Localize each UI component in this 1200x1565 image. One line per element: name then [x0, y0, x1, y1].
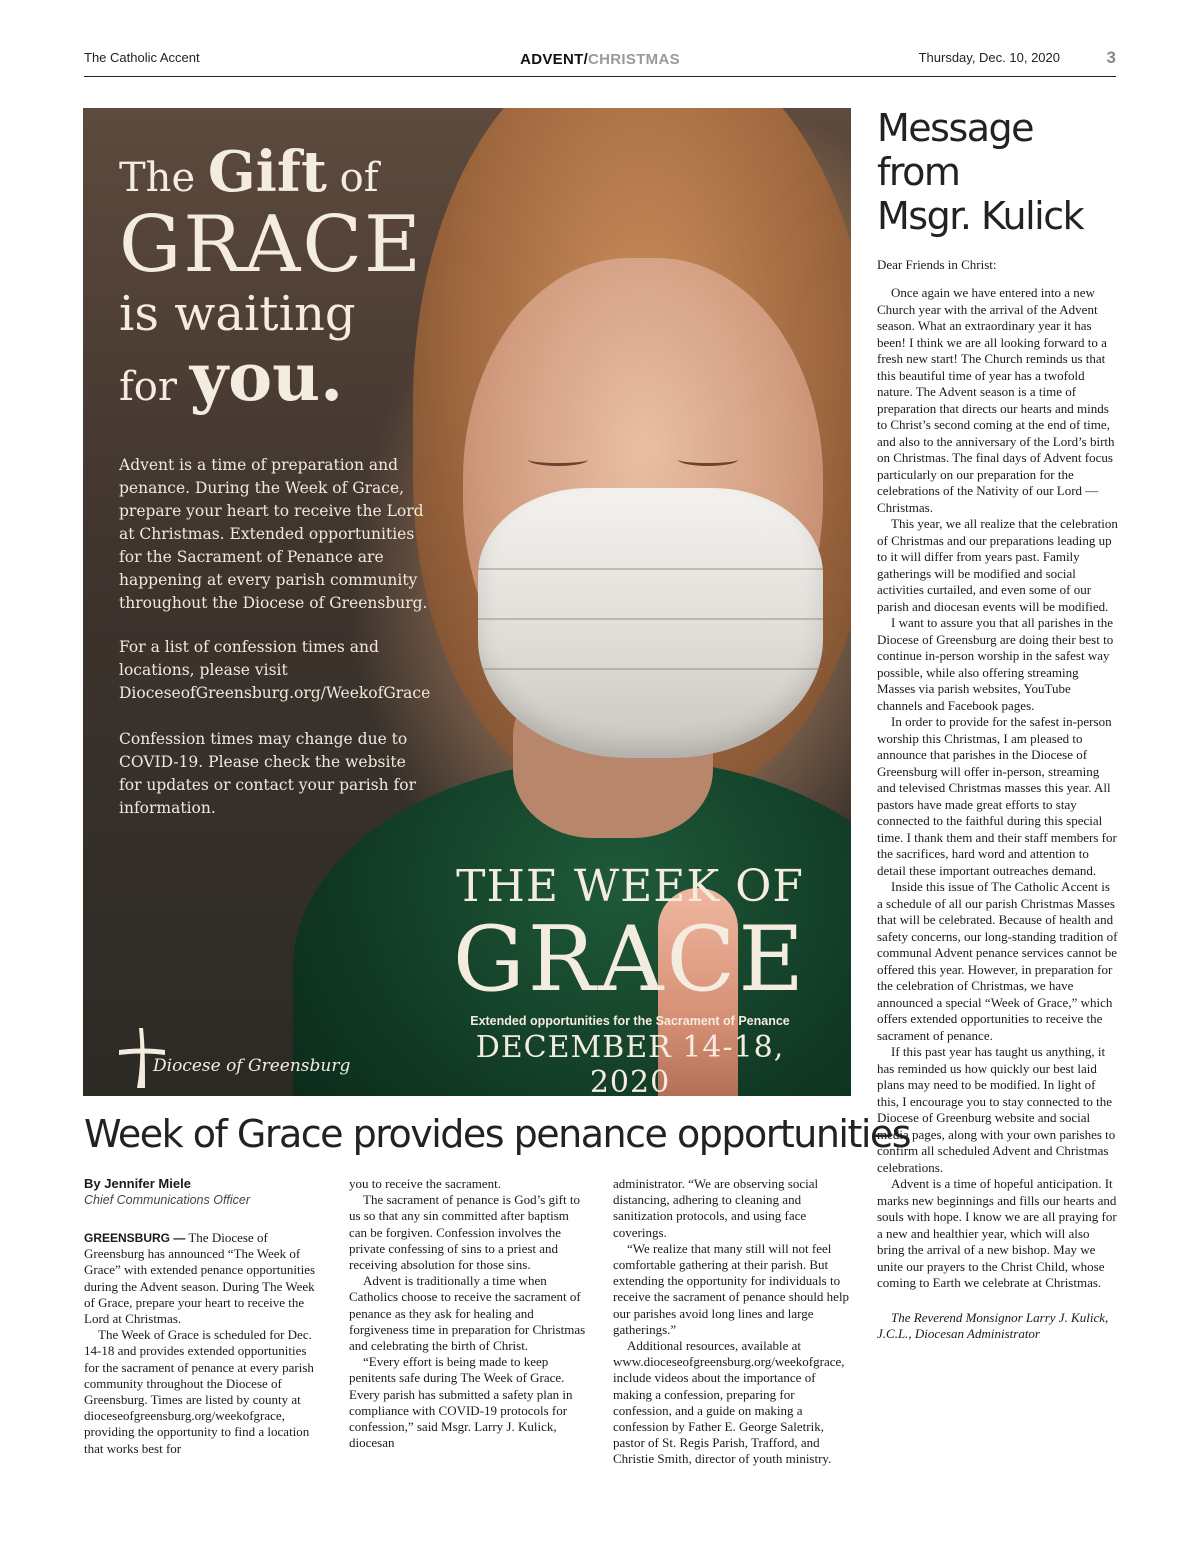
- grace-label: GRACE: [452, 907, 808, 1012]
- article-lead-paragraph: GREENSBURG — The Diocese of Greensburg has announced “The Week of Grace” with extended penance opportunities during the Advent season. During The Week of Grace, prepare your heart to receive the Lord at Christmas.: [84, 1230, 316, 1327]
- page-number: 3: [1106, 48, 1116, 67]
- week-of-grace-title: [435, 862, 825, 1096]
- ad-headline: [119, 139, 423, 416]
- article-column-3: [613, 1176, 853, 1468]
- section-title-advent: ADVENT/: [520, 51, 589, 68]
- photo-eye-left: [528, 453, 588, 466]
- week-of-grace-ad: [83, 108, 851, 1096]
- sidebar-title-line1: Message from: [877, 106, 1034, 194]
- article-paragraph: The Week of Grace is scheduled for Dec. 14-18 and provides extended opportunities for the sacrament of penance at every parish community throughout the Diocese of Greensburg. Times are listed by county at dioceseofgreensburg.org/weekofgrace, providing the opportunity to find a location that works best for: [84, 1327, 314, 1456]
- article-paragraph: Additional resources, available at www.dioceseofgreensburg.org/weekofgrace, include videos about the importance of making a confession, preparing for confession, and a guide on making a confession by Father E. George Saletrik, pastor of St. Regis Parish, Trafford, and Christie Smith, director of youth ministry.: [613, 1338, 845, 1467]
- header-rule: [84, 76, 1116, 77]
- week-of-label: THE WEEK OF: [456, 861, 804, 912]
- ad-headline-line1: The Gift of: [119, 139, 379, 205]
- message-sidebar: [877, 106, 1118, 1343]
- ad-paragraph-covid: Confession times may change due to COVID-19. Please check the website for updates or contact your parish for information.: [119, 730, 417, 817]
- sidebar-paragraph: Once again we have entered into a new Church year with the arrival of the Advent season. What an extraordinary year it has been! I think we are all looking forward to a fresh new start! The Church reminds us that this beautiful time of year has a twofold nature. The Advent season is a time of preparation that directs our hearts and minds to Christ’s second coming at the end of time, and also to the anniversary of the Lord’s birth on Christmas. The final days of Advent focus particularly on our preparation for the celebrations of the Nativity of our Lord — Christmas.: [877, 285, 1115, 515]
- sidebar-body: [877, 285, 1118, 1292]
- article-paragraph: administrator. “We are observing social distancing, adhering to cleaning and sanitization protocols, and using face coverings.: [613, 1176, 819, 1240]
- article-dateline: GREENSBURG —: [84, 1231, 186, 1245]
- mask-fold: [478, 668, 823, 670]
- sidebar-paragraph: If this past year has taught us anything, it has reminded us how quickly our best laid plans may need to be modified. In light of this, I encourage you to stay connected to the Diocese of Greenburg website and social media pages, along with your own parishes to confirm all scheduled Advent and Christmas celebrations.: [877, 1044, 1116, 1175]
- article-column-2: [349, 1176, 589, 1451]
- article-paragraph: “We realize that many still will not feel comfortable gathering at their parish. But extending the opportunity for individuals to receive the sacrament of penance should help our parishes avoid long lines and large gatherings.”: [613, 1240, 850, 1337]
- section-title-christmas: CHRISTMAS: [588, 51, 680, 68]
- article-headline: Week of Grace provides penance opportunities: [84, 1112, 911, 1156]
- ad-dates: DECEMBER 14-18, 2020: [475, 1030, 785, 1096]
- sidebar-paragraph: This year, we all realize that the celebration of Christmas and our preparations leading up to it will differ from years past. Family gatherings will be modified and social activities curtailed, and even some of our parish and diocesan events will be modified.: [877, 516, 1118, 614]
- ad-headline-line4: for you.: [119, 338, 344, 416]
- photo-face-mask: [478, 488, 823, 758]
- article-paragraph: The sacrament of penance is God’s gift to us so that any sin committed after baptism can be forgiven. Confession involves the private confessing of sins to a priest and receiving absolution for those sins.: [349, 1192, 580, 1273]
- ad-headline-line3: is waiting: [119, 286, 356, 342]
- article-paragraph: “Every effort is being made to keep penitents safe during The Week of Grace. Every parish has submitted a safety plan in compliance with COVID-19 protocols for confession,” said Msgr. Larry J. Kulick, diocesan: [349, 1354, 573, 1451]
- sidebar-paragraph: Advent is a time of hopeful anticipation. It marks new beginnings and fills our hearts and souls with hope. I know we are all praying for a new and healthier year, which will also bring the arrival of a new bishop. May we unite our prayers to the Christ Child, whose coming to Earth we celebrate at Christmas.: [877, 1176, 1117, 1290]
- article-paragraph: you to receive the sacrament.: [349, 1176, 501, 1191]
- mask-fold: [478, 618, 823, 620]
- ad-headline-grace: GRACE: [119, 200, 423, 290]
- ad-paragraph-confession-times: For a list of confession times and locations, please visit DioceseofGreensburg.org/WeekofGrace: [119, 638, 431, 702]
- sidebar-title: [877, 106, 1118, 238]
- page-header: [84, 48, 1116, 76]
- article-paragraph: Advent is traditionally a time when Catholics choose to receive the sacrament of penance as they ask for healing and forgiveness time in preparation for Christmas and celebrating the birth of Christ.: [349, 1273, 586, 1354]
- sidebar-signature: The Reverend Monsignor Larry J. Kulick, J.C.L., Diocesan Administrator: [877, 1309, 1109, 1341]
- sidebar-title-line2: Msgr. Kulick: [877, 194, 1084, 238]
- sidebar-paragraph: Inside this issue of The Catholic Accent is a schedule of all our parish Christmas Masses that will be celebrated. Because of health and safety concerns, our long-standing tradition of communal Advent penance services cannot be offered this year. However, in preparation for the celebration of Christmas, we have announced a special “Week of Grace,” which offers extended opportunities to receive the sacrament of penance.: [877, 879, 1118, 1043]
- sidebar-paragraph: I want to assure you that all parishes in the Diocese of Greensburg are doing their best to continue in-person worship in the safest way possible, while also offering streaming Masses via parish websites, YouTube channels and Facebook pages.: [877, 615, 1114, 713]
- photo-eye-right: [678, 453, 738, 466]
- sidebar-paragraph: In order to provide for the safest in-person worship this Christmas, I am pleased to announce that parishes in the Diocese of Greensburg will offer in-person, streaming and televised Christmas masses this year. All pastors have made great efforts to stay connected to the faithful during this special time. I thank them and their staff members for the sacrifices, hard word and attention to detail these important outreaches demand.: [877, 714, 1117, 878]
- ad-paragraph-advent: Advent is a time of preparation and penance. During the Week of Grace, prepare your heart to receive the Lord at Christmas. Extended opportunities for the Sacrament of Penance are happening at every parish community throughout the Diocese of Greensburg.: [119, 456, 428, 612]
- article-byline-title: Chief Communications Officer: [84, 1193, 251, 1207]
- diocese-logo-name: Diocese of Greensburg: [153, 1056, 351, 1076]
- article-column-1: [84, 1176, 324, 1457]
- issue-date: Thursday, Dec. 10, 2020: [918, 50, 1060, 65]
- article-byline: By Jennifer Miele: [84, 1176, 191, 1191]
- ad-tagline: Extended opportunities for the Sacrament of Penance: [470, 1014, 790, 1028]
- mask-fold: [478, 568, 823, 570]
- publication-name: The Catholic Accent: [84, 50, 200, 65]
- sidebar-greeting: Dear Friends in Christ:: [877, 257, 997, 272]
